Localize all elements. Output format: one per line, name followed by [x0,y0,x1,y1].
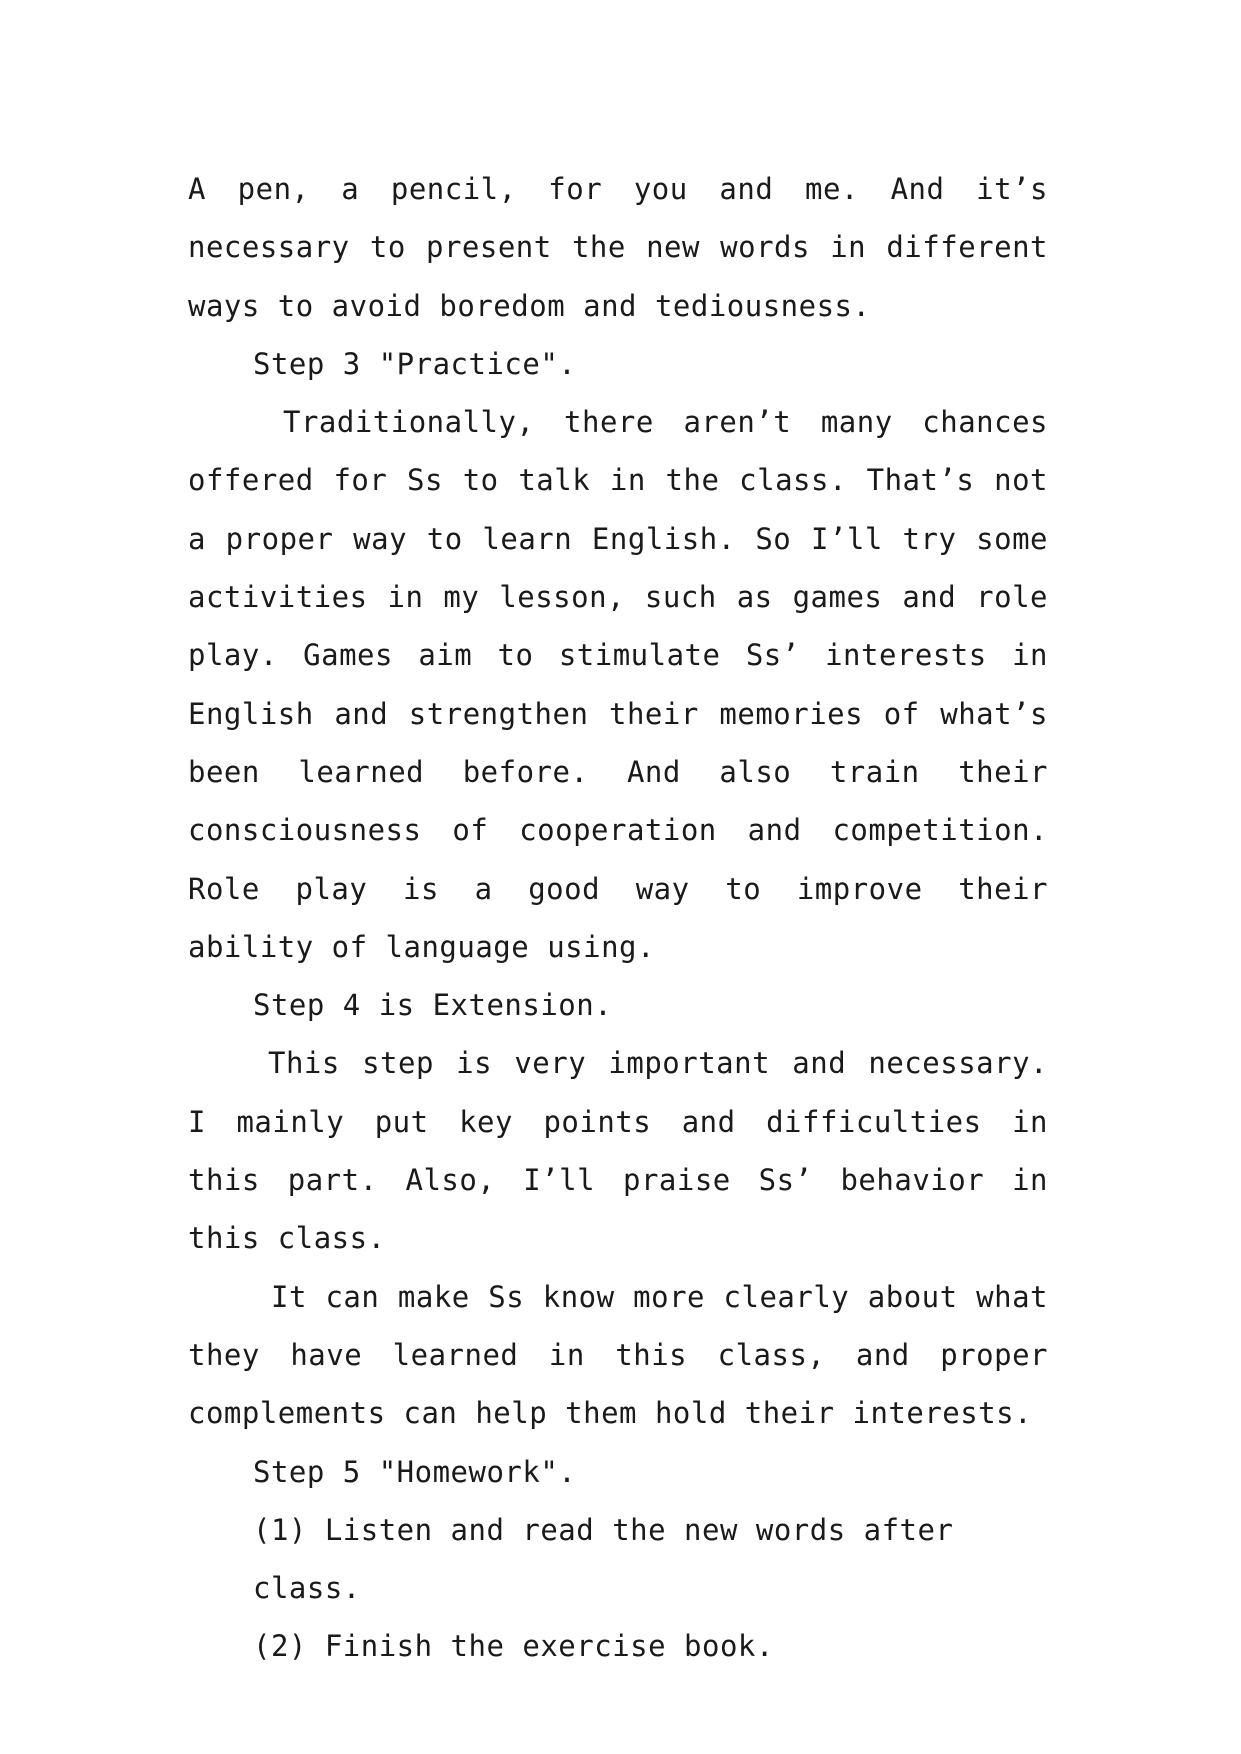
heading-step-3: Step 3 "Practice". [253,346,577,381]
heading-step-4: Step 4 is Extension. [253,988,613,1023]
paragraph-practice: Traditionally, there aren’t many chances offered for Ss to talk in the class. That’s not a proper way to learn English. So I’ll try some activities in my lesson, such as games and role play. Games aim to stimulate Ss’ interests in English and strengthen their memories of what’s been learned before. And also train their consciousness of cooperation and competition. Role play is a good way to improve their ability of language using. [188,405,1048,964]
paragraph-extension: This step is very important and necessary. I mainly put key points and difficulties in this part. Also, I’ll praise Ss’ behavior in this class. [188,1046,1048,1256]
heading-step-5: Step 5 "Homework". [253,1454,577,1489]
document-body [188,160,1048,1676]
homework-item-2: (2) Finish the exercise book. [253,1629,774,1664]
paragraph-intro: A pen, a pencil, for you and me. And it’s necessary to present the new words in different ways to avoid boredom and tediousness. [188,172,1048,323]
paragraph-extension-benefit: It can make Ss know more clearly about what they have learned in this class, and proper complements can help them hold their interests. [188,1279,1048,1431]
homework-item-1: (1) Listen and read the new words after class. [253,1512,954,1606]
